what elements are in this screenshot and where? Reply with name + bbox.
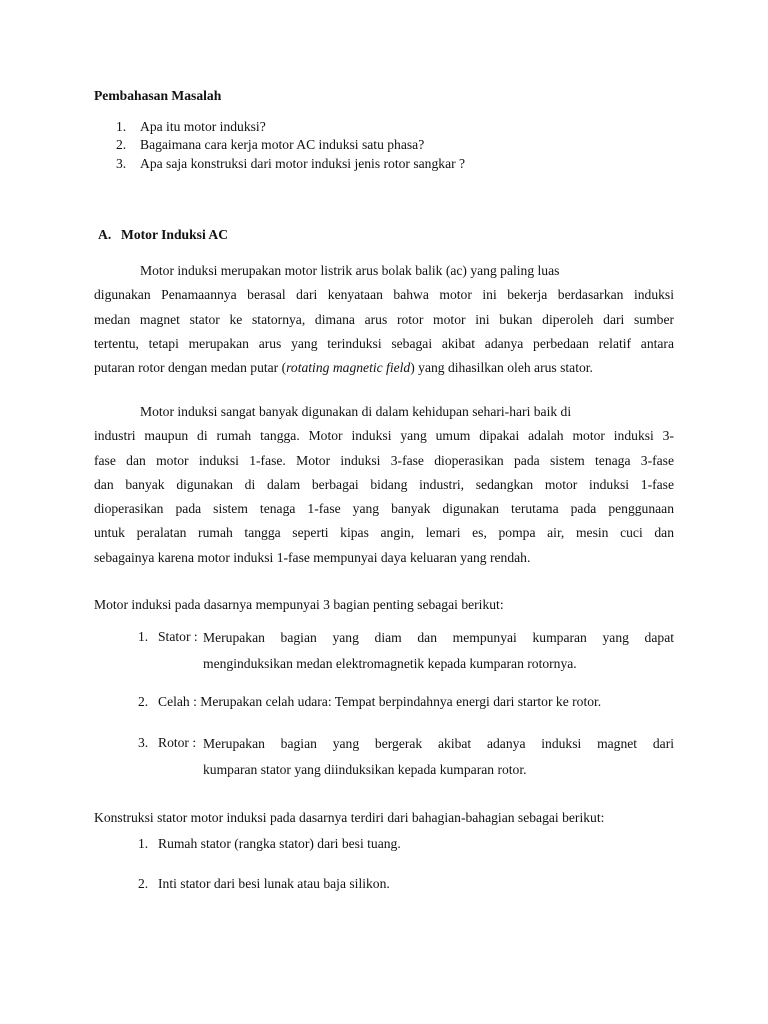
stator-part-number: 2. [138,876,149,891]
question-text: Bagaimana cara kerja motor AC induksi satu phasa? [140,137,425,152]
paragraph-motor-induksi-definition [94,259,674,380]
part-number: 1. [138,629,149,644]
part-rotor [158,731,674,783]
stator-part-text: Inti stator dari besi lunak atau baja silikon. [158,876,390,891]
paragraph-line: digunakan Penamaannya berasal dari kenyataan bahwa motor ini bekerja berdasarkan induksi [94,287,674,303]
paragraph-line: dioperasikan pada sistem tenaga 1-fase yang banyak digunakan terutama pada penggunaan [94,501,674,517]
text-segment: putaran rotor dengan medan putar ( [94,360,287,376]
paragraph-motor-induksi-usage [94,400,674,570]
part-description [203,731,674,783]
italic-term: rotating magnetic field [286,360,411,376]
stator-construction-intro: Konstruksi stator motor induksi pada dasarnya terdiri dari bahagian-bahagian sebagai berikut: [94,810,605,825]
part-label: Stator : [158,629,198,644]
part-label: Rotor : [158,735,197,750]
section-a-label: A. [98,227,112,242]
part-description-line: Merupakan bagian yang bergerak akibat adanya induksi magnet dari [203,736,674,751]
question-text: Apa saja konstruksi dari motor induksi jenis rotor sangkar ? [140,156,466,171]
paragraph-line: Motor induksi merupakan motor listrik arus bolak balik (ac) yang paling luas [140,263,560,278]
paragraph-line: untuk peralatan rumah tangga seperti kipas angin, lemari es, pompa air, mesin cuci dan [94,525,674,541]
parts-intro: Motor induksi pada dasarnya mempunyai 3 bagian penting sebagai berikut: [94,597,504,612]
stator-part-number: 1. [138,836,149,851]
part-number: 2. [138,694,149,709]
part-description-line: menginduksikan medan elektromagnetik kepada kumparan rotornya. [203,656,577,671]
part-description-line: kumparan stator yang diinduksikan kepada kumparan rotor. [203,762,527,777]
paragraph-line [94,356,674,380]
paragraph-line: tertentu, tetapi merupakan arus yang terinduksi sebagai akibat adanya perbedaan relatif antara [94,335,674,351]
question-number: 3. [116,156,127,171]
paragraph-line: industri maupun di rumah tangga. Motor induksi yang umum dipakai adalah motor induksi 3- [94,428,674,444]
paragraph-line: Motor induksi sangat banyak digunakan di dalam kehidupan sehari-hari baik di [140,404,572,419]
text-segment: ) yang dihasilkan oleh arus stator. [410,360,593,376]
paragraph-line: sebagainya karena motor induksi 1-fase mempunyai daya keluaran yang rendah. [94,549,531,565]
stator-part-text: Rumah stator (rangka stator) dari besi tuang. [158,836,401,851]
part-description-line: Merupakan bagian yang diam dan mempunyai kumparan yang dapat [203,630,674,645]
question-number: 2. [116,137,127,152]
part-stator [158,625,674,677]
paragraph-line: medan magnet stator ke statornya, dimana arus rotor motor ini bukan diperoleh dari sumber [94,311,674,327]
problem-section-title: Pembahasan Masalah [94,88,222,103]
question-text: Apa itu motor induksi? [140,119,266,134]
part-description [203,625,674,677]
part-number: 3. [138,735,149,750]
question-number: 1. [116,119,127,134]
paragraph-line: dan banyak digunakan di dalam berbagai bidang industri, sedangkan motor induksi 1-fase [94,476,674,492]
paragraph-line: fase dan motor induksi 1-fase. Motor induksi 3-fase dioperasikan pada sistem tenaga 3-fase [94,452,674,468]
section-a-title: Motor Induksi AC [121,227,229,242]
part-celah: Celah : Merupakan celah udara: Tempat berpindahnya energi dari startor ke rotor. [158,694,602,709]
